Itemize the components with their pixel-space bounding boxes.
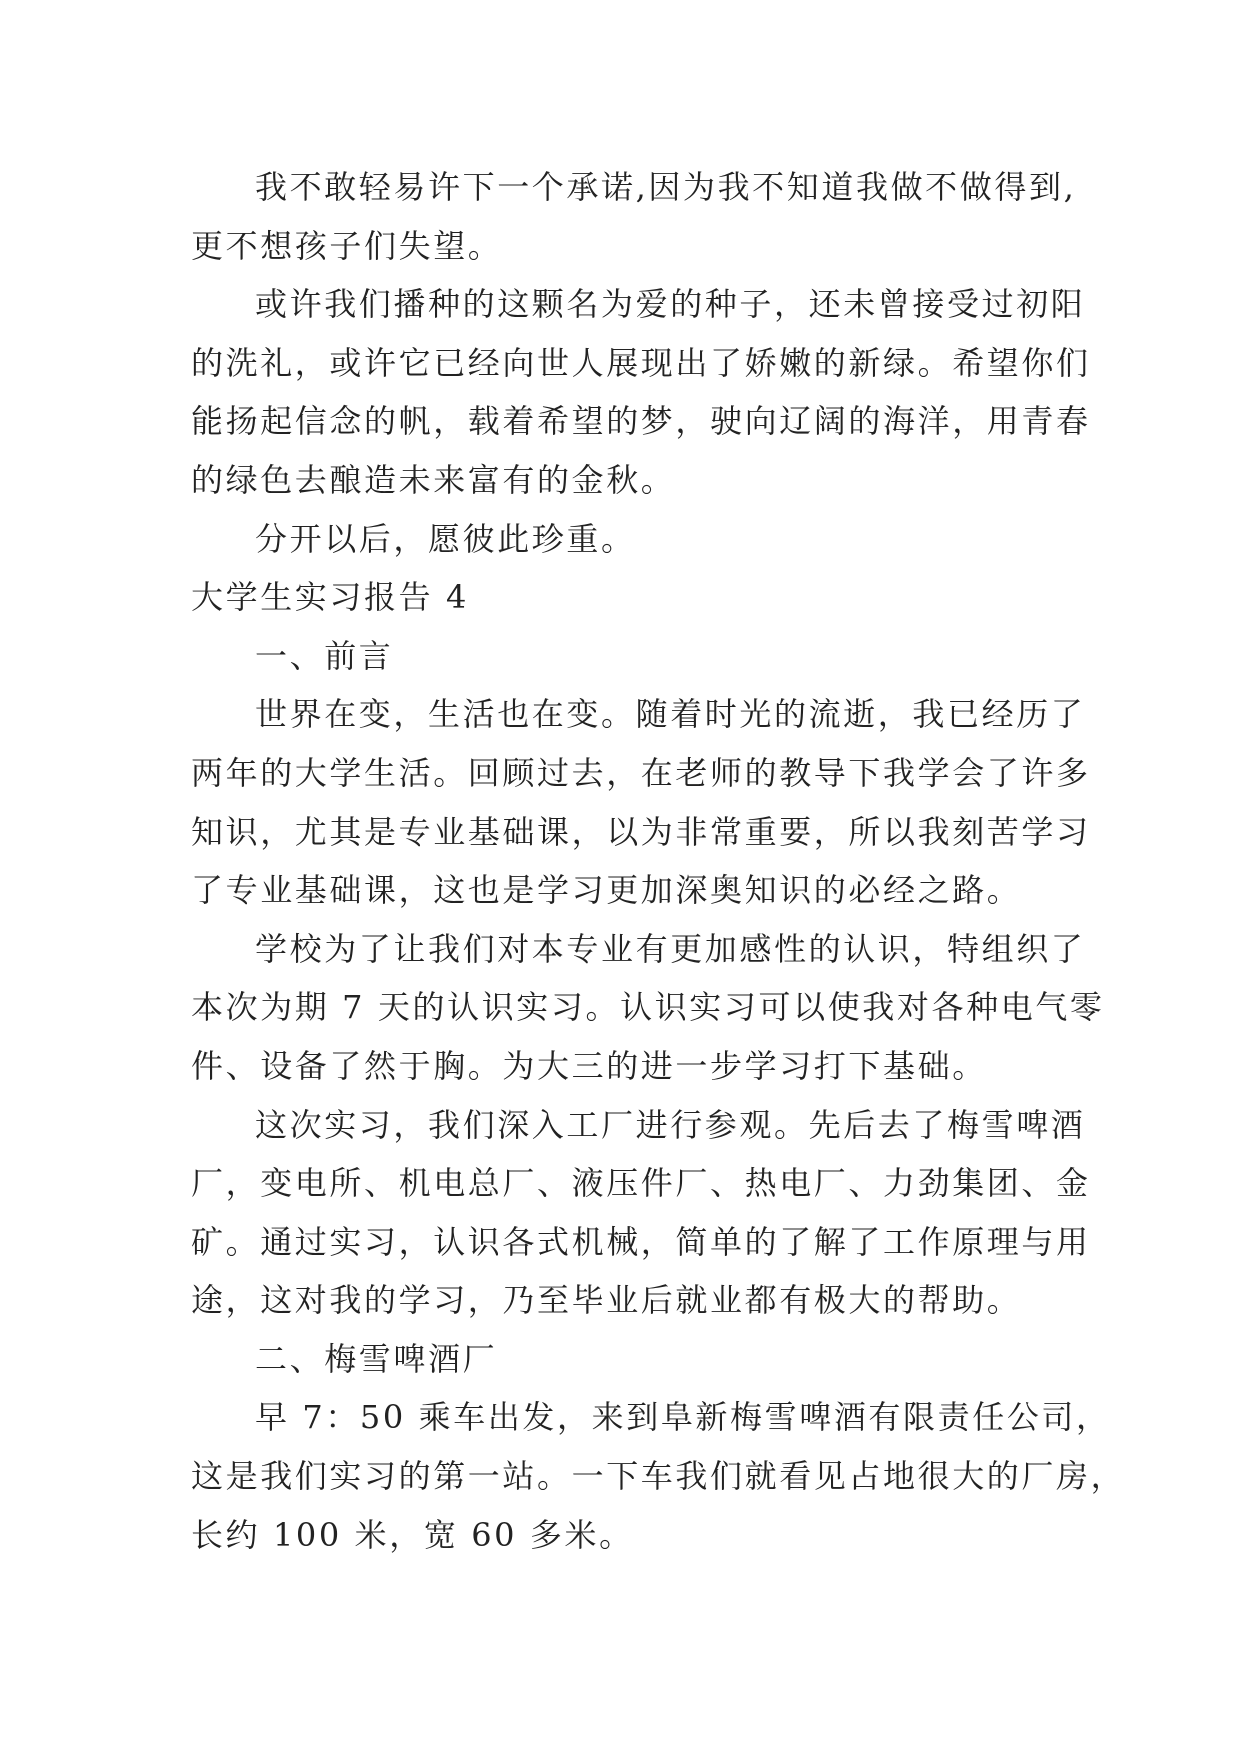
paragraph-seed <box>191 275 1091 509</box>
paragraph-line: 厂，变电所、机电总厂、液压件厂、热电厂、力劲集团、金 <box>191 1164 1091 1203</box>
paragraph-line: 分开以后，愿彼此珍重。 <box>255 519 636 558</box>
paragraph-brewery-visit <box>191 1388 1126 1564</box>
paragraph-farewell <box>191 510 1066 569</box>
paragraph-line: 世界在变，生活也在变。随着时光的流逝，我已经历了 <box>255 695 1086 734</box>
section-heading-brewery <box>191 1330 1066 1389</box>
paragraph-line: 或许我们播种的这颗名为爱的种子，还未曾接受过初阳 <box>255 285 1086 324</box>
paragraph-line: 本次为期 7 天的认识实习。认识实习可以使我对各种电气零 <box>191 988 1105 1027</box>
document-body <box>191 158 1126 1564</box>
paragraph-line: 途，这对我的学习，乃至毕业后就业都有极大的帮助。 <box>191 1281 1022 1320</box>
paragraph-line: 件、设备了然于胸。为大三的进一步学习打下基础。 <box>191 1046 987 1085</box>
report-title: 大学生实习报告 4 <box>191 578 469 617</box>
paragraph-line: 早 7：50 乘车出发，来到阜新梅雪啤酒有限责任公司， <box>255 1398 1111 1437</box>
paragraph-line: 的绿色去酿造未来富有的金秋。 <box>191 460 676 499</box>
paragraph-line: 长约 100 米，宽 60 多米。 <box>191 1515 634 1554</box>
paragraph-promise <box>191 158 1077 275</box>
paragraph-line: 知识，尤其是专业基础课，以为非常重要，所以我刻苦学习 <box>191 812 1091 851</box>
paragraph-line: 矿。通过实习，认识各式机械，简单的了解了工作原理与用 <box>191 1222 1091 1261</box>
paragraph-line: 了专业基础课，这也是学习更加深奥知识的必经之路。 <box>191 871 1022 910</box>
section-heading-preface <box>191 627 1066 686</box>
paragraph-line: 能扬起信念的帆，载着希望的梦，驶向辽阔的海洋，用青春 <box>191 402 1091 441</box>
paragraph-line: 一、前言 <box>255 636 394 675</box>
paragraph-line: 这是我们实习的第一站。一下车我们就看见占地很大的厂房， <box>191 1457 1126 1496</box>
paragraph-line: 两年的大学生活。回顾过去，在老师的教导下我学会了许多 <box>191 753 1091 792</box>
paragraph-line: 二、梅雪啤酒厂 <box>255 1339 498 1378</box>
paragraph-factory-visits <box>191 1096 1091 1330</box>
paragraph-school-internship <box>191 920 1105 1096</box>
paragraph-world-changing <box>191 685 1091 919</box>
paragraph-line: 学校为了让我们对本专业有更加感性的认识，特组织了 <box>255 929 1086 968</box>
paragraph-line: 我不敢轻易许下一个承诺,因为我不知道我做不做得到, <box>255 168 1077 206</box>
paragraph-line: 这次实习，我们深入工厂进行参观。先后去了梅雪啤酒 <box>255 1105 1086 1144</box>
paragraph-line: 的洗礼，或许它已经向世人展现出了娇嫩的新绿。希望你们 <box>191 343 1091 382</box>
paragraph-line: 更不想孩子们失望。 <box>191 226 503 265</box>
